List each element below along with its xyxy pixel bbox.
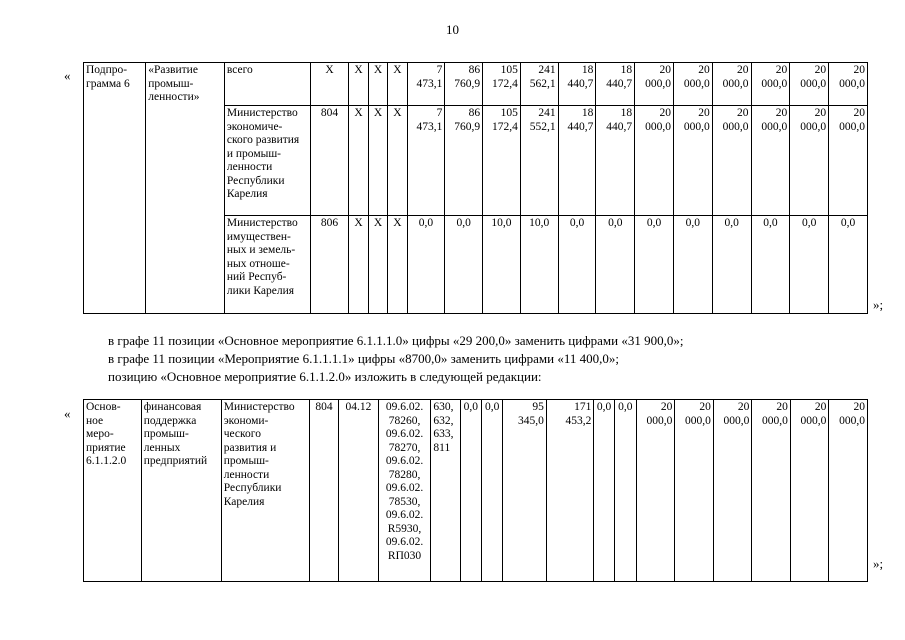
- x-marker-cell: Х: [388, 63, 407, 106]
- value-cell: 105 172,4: [483, 106, 521, 216]
- value-cell: 95 345,0: [503, 400, 547, 582]
- table-subprogram-6: [83, 62, 868, 314]
- value-cell: 20 000,0: [635, 106, 674, 216]
- instruction-paragraph-2: в графе 11 позиции «Мероприятие 6.1.1.1.1» цифры «8700,0» заменить цифрами «11 400,0»;: [108, 351, 619, 366]
- value-cell: 0,0: [829, 216, 868, 314]
- instruction-paragraph-1: в графе 11 позиции «Основное мероприятие 6.1.1.1.0» цифры «29 200,0» заменить цифрами «31 900,0»;: [108, 333, 684, 348]
- value-cell: 0,0: [751, 216, 790, 314]
- value-cell: 18 440,7: [596, 106, 635, 216]
- value-cell: 18 440,7: [596, 63, 635, 106]
- value-cell: 0,0: [712, 216, 751, 314]
- value-cell: 0,0: [673, 216, 712, 314]
- value-cell: 20 000,0: [712, 63, 751, 106]
- value-cell: 10,0: [520, 216, 558, 314]
- value-cell: 0,0: [558, 216, 596, 314]
- expense-kind-cell: 630, 632, 633, 811: [431, 400, 460, 582]
- value-cell: 0,0: [407, 216, 445, 314]
- value-cell: 20 000,0: [636, 400, 674, 582]
- value-cell: 20 000,0: [790, 400, 828, 582]
- subprogram-name-cell: «Развитие промыш- ленности»: [146, 63, 225, 314]
- value-cell: 0,0: [460, 400, 481, 582]
- page-number: 10: [446, 22, 459, 37]
- executor-cell: Министерство имуществен- ных и земель- ных отноше- ний Респуб- лики Карелия: [224, 216, 310, 314]
- value-cell: 20 000,0: [751, 63, 790, 106]
- value-cell: 0,0: [614, 400, 636, 582]
- table-row: [84, 63, 868, 106]
- value-cell: 0,0: [596, 216, 635, 314]
- executor-cell: всего: [224, 63, 310, 106]
- value-cell: 241 562,1: [520, 63, 558, 106]
- value-cell: 86 760,9: [445, 63, 483, 106]
- value-cell: 20 000,0: [790, 106, 829, 216]
- table-row: [84, 400, 868, 582]
- value-cell: 20 000,0: [752, 400, 790, 582]
- value-cell: 7 473,1: [407, 106, 445, 216]
- value-cell: 10,0: [483, 216, 521, 314]
- value-cell: 0,0: [445, 216, 483, 314]
- value-cell: 20 000,0: [790, 63, 829, 106]
- instruction-paragraph-3: позицию «Основное мероприятие 6.1.1.2.0» изложить в следующей редакции:: [108, 369, 542, 384]
- value-cell: 20 000,0: [635, 63, 674, 106]
- subprogram-number-cell: Подпро- грамма 6: [84, 63, 146, 314]
- target-article-cell: 09.6.02. 78260, 09.6.02. 78270, 09.6.02. 78280, 09.6.02. 78530, 09.6.02. R5930, 09.6.02. RП030: [378, 400, 431, 582]
- value-cell: 20 000,0: [829, 63, 868, 106]
- value-cell: 20 000,0: [751, 106, 790, 216]
- quote-close-2: »;: [873, 556, 884, 571]
- x-marker-cell: Х: [349, 106, 368, 216]
- quote-close-1: »;: [873, 297, 884, 312]
- section-cell: 04.12: [339, 400, 379, 582]
- value-cell: 20 000,0: [673, 63, 712, 106]
- value-cell: 171 453,2: [546, 400, 594, 582]
- activity-name-cell: финансовая поддержка промыш- ленных предприятий: [141, 400, 221, 582]
- value-cell: 20 000,0: [675, 400, 713, 582]
- value-cell: 0,0: [790, 216, 829, 314]
- value-cell: 0,0: [635, 216, 674, 314]
- value-cell: 0,0: [594, 400, 614, 582]
- value-cell: 20 000,0: [829, 400, 868, 582]
- executor-cell: Министерство экономи- ческого развития и промыш- ленности Республики Карелия: [221, 400, 309, 582]
- value-cell: 20 000,0: [713, 400, 751, 582]
- value-cell: 20 000,0: [673, 106, 712, 216]
- code-cell: Х: [310, 63, 349, 106]
- quote-open-1: «: [64, 68, 71, 83]
- x-marker-cell: Х: [388, 216, 407, 314]
- activity-number-cell: Основ- ное меро- приятие 6.1.1.2.0: [84, 400, 142, 582]
- x-marker-cell: Х: [349, 216, 368, 314]
- x-marker-cell: Х: [388, 106, 407, 216]
- value-cell: 241 552,1: [520, 106, 558, 216]
- x-marker-cell: Х: [349, 63, 368, 106]
- value-cell: 20 000,0: [829, 106, 868, 216]
- value-cell: 20 000,0: [712, 106, 751, 216]
- value-cell: 86 760,9: [445, 106, 483, 216]
- executor-cell: Министерство экономиче- ского развития и промыш- ленности Республики Карелия: [224, 106, 310, 216]
- x-marker-cell: Х: [368, 63, 387, 106]
- x-marker-cell: Х: [368, 106, 387, 216]
- table-main-activity-6-1-1-2-0: [83, 399, 868, 582]
- code-cell: 806: [310, 216, 349, 314]
- code-cell: 804: [309, 400, 338, 582]
- value-cell: 7 473,1: [407, 63, 445, 106]
- value-cell: 18 440,7: [558, 106, 596, 216]
- value-cell: 18 440,7: [558, 63, 596, 106]
- quote-open-2: «: [64, 406, 71, 421]
- value-cell: 0,0: [482, 400, 503, 582]
- value-cell: 105 172,4: [483, 63, 521, 106]
- code-cell: 804: [310, 106, 349, 216]
- x-marker-cell: Х: [368, 216, 387, 314]
